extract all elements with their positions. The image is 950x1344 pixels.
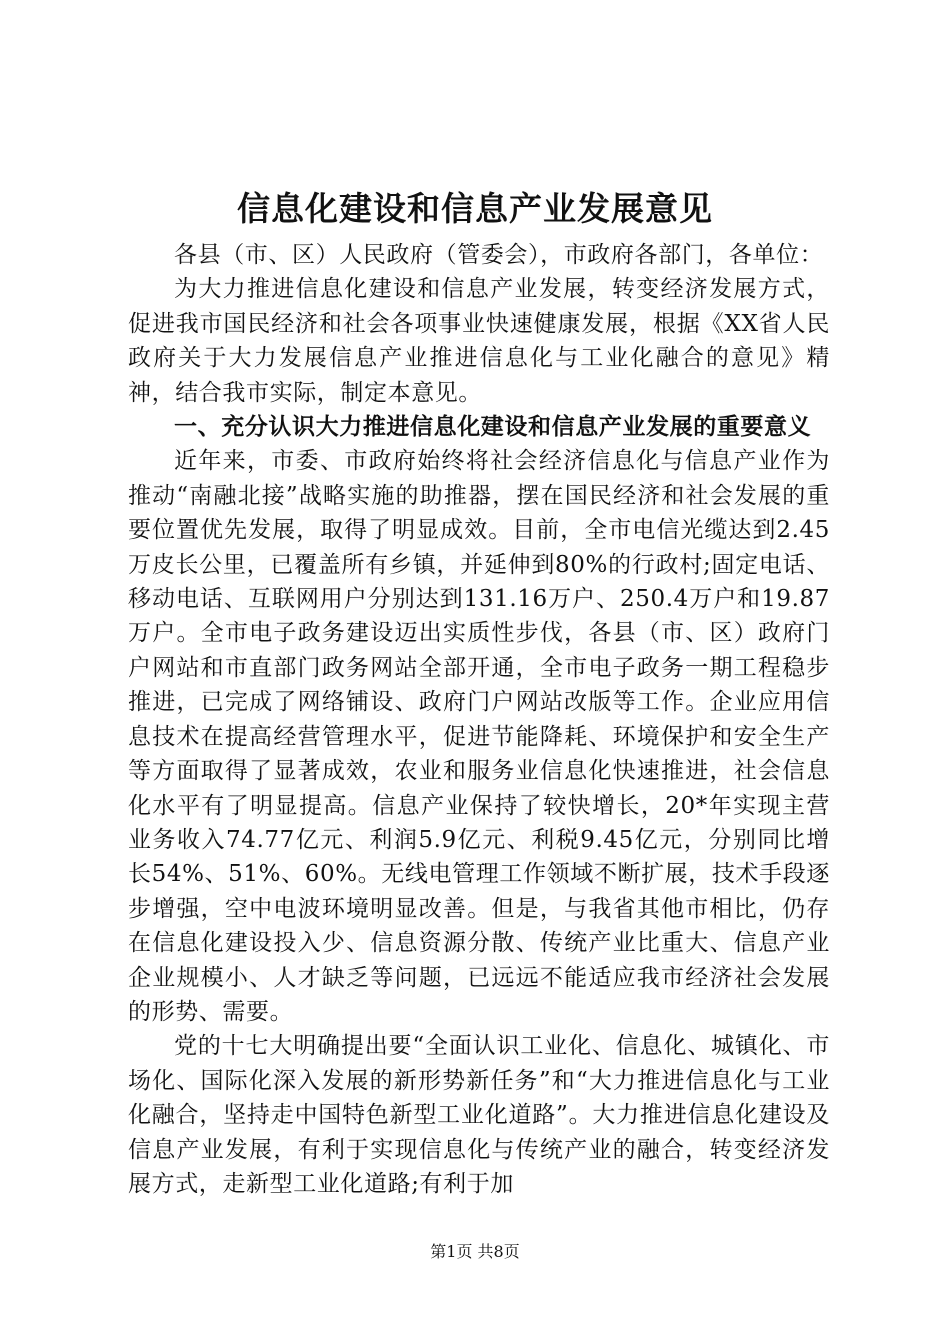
page-number-footer: 第1页 共8页 (430, 1242, 520, 1261)
section-heading: 一、充分认识大力推进信息化建设和信息产业发展的重要意义 (174, 414, 812, 441)
intro-paragraph: 为大力推进信息化建设和信息产业发展，转变经济发展方式，促进我市国民经济和社会各项事业快速健康发展，根据《XX省人民政府关于大力发展信息产业推进信息化与工业化融合的意见》精神，结合我市实际，制定本意见。 (128, 276, 830, 406)
body-paragraph: 党的十七大明确提出要“全面认识工业化、信息化、城镇化、市场化、国际化深入发展的新形势新任务”和“大力推进信息化与工业化融合，坚持走中国特色新型工业化道路”。大力推进信息化建设及信息产业发展，有利于实现信息化与传统产业的融合，转变经济发展方式，走新型工业化道路;有利于加 (128, 1033, 830, 1197)
body-paragraph: 近年来，市委、市政府始终将社会经济信息化与信息产业作为推动“南融北接”战略实施的助推器，摆在国民经济和社会发展的重要位置优先发展，取得了明显成效。目前，全市电信光缆达到2.45万皮长公里，已覆盖所有乡镇，并延伸到80%的行政村;固定电话、移动电话、互联网用户分别达到131.16万户、250.4万户和19.87万户。全市电子政务建设迈出实质性步伐，各县（市、区）政府门户网站和市直部门政务网站全部开通，全市电子政务一期工程稳步推进，已完成了网络铺设、政府门户网站改版等工作。企业应用信息技术在提高经营管理水平，促进节能降耗、环境保护和安全生产等方面取得了显著成效，农业和服务业信息化快速推进，社会信息化水平有了明显提高。信息产业保持了较快增长，20*年实现主营业务收入74.77亿元、利润5.9亿元、利税9.45亿元，分别同比增长54%、51%、60%。无线电管理工作领域不断扩展，技术手段逐步增强，空中电波环境明显改善。但是，与我省其他市相比，仍存在信息化建设投入少、信息资源分散、传统产业比重大、信息产业企业规模小、人才缺乏等问题，已远远不能适应我市经济社会发展的形势、需要。 (128, 448, 830, 1025)
salutation-paragraph: 各县（市、区）人民政府（管委会），市政府各部门，各单位： (174, 242, 824, 268)
document-body (128, 238, 830, 1201)
document-title: 信息化建设和信息产业发展意见 (237, 189, 713, 228)
